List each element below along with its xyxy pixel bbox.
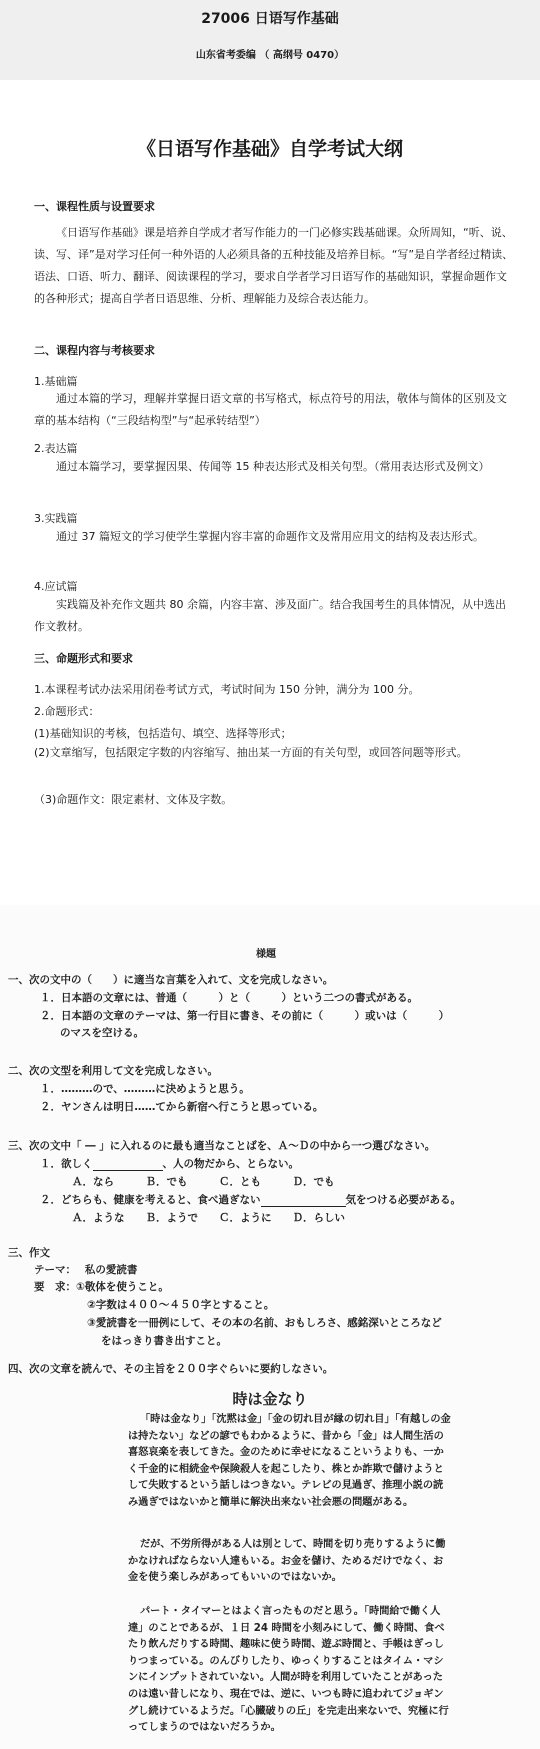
q1-title: 一、次の文中の（ ）に適当な言葉を入れて、文を完成しなさい。	[8, 974, 334, 986]
item-1-body: 通过本篇的学习，理解并掌握日语文章的书写格式，标点符号的用法，敬体与简体的区别及文章的基本结构（“三段结构型”与“起承转结型”）	[34, 392, 507, 427]
essay-paragraph-2: だが、不労所得がある人は別として、時間を切り売りするように働かなければならない人達もいる。お金を儲け、ためるだけでなく、お金を使う楽しみがあってもいいのではないか。	[128, 1539, 446, 1584]
item-3-title: 3.实践篇	[34, 512, 78, 525]
q3-item-2-options: Ａ．ような Ｂ．ようで Ｃ．ように Ｄ．らしい	[72, 1212, 345, 1224]
exam-line-4: (2)文章缩写，包括限定字数的内容缩写、抽出某一方面的有关句型，或回答问题等形式。	[34, 746, 468, 759]
exam-line-2: 2.命题形式：	[34, 705, 100, 718]
q3-item-1-blank	[93, 1160, 163, 1171]
q4-req-3a: ③愛読書を一冊例にして、その本の名前、おもしろさ、感銘深いところなど	[87, 1317, 442, 1329]
section-1-body: 《日语写作基础》课是培养自学成才者写作能力的一门必修实践基础课。众所周知，“听、说、读、写、译”是对学习任何一种外语的人必须具备的五种技能及培养目标。“写”是自学者经过精读、语法、口语、听力、翻译、阅读课程的学习，要求自学者学习日语写作的基础知识，掌握命题作文的各种形式；提高自学者日语思维、分析、理解能力及综合表达能力。	[34, 226, 514, 305]
editor-subheader: 山东省考委编 （ 高纲号 0470）	[195, 50, 345, 61]
section-2-title: 二、课程内容与考核要求	[34, 344, 155, 357]
section-3-title: 三、命题形式和要求	[34, 652, 133, 665]
essay-paragraph-1: 「時は金なり」「沈黙は金」「金の切れ目が縁の切れ目」「有越しの金は持たない」などの諺でもわかるように、昔から「金」は人間生活の喜怒哀楽を表してきた。金のために幸せになるこというよりも、一かく千金的に相続金や保険殺人を起こしたり、株とか詐欺で儲けようとして失敗するという話しはつきない。テレビの見過ぎ、推理小説の読み過ぎではないかと簡単に解決出来ない社会悪の問題がある。	[128, 1414, 451, 1508]
item-2-title: 2.表达篇	[34, 442, 78, 455]
section-1-title: 一、课程性质与设置要求	[34, 200, 155, 213]
q3-item-1-pre: １．欲しく	[40, 1158, 93, 1170]
q3-title: 三、次の文中「 ― 」に入れるのに最も適当なことばを、Ａ～Ｄの中から一つ選びなさい。	[8, 1140, 436, 1152]
exam-line-1: 1.本课程考试办法采用闭卷考试方式，考试时间为 150 分钟，满分为 100 分。	[34, 683, 420, 696]
q3-item-2-blank	[261, 1196, 346, 1207]
q2-title: 二、次の文型を利用して文を完成しなさい。	[8, 1065, 218, 1077]
essay-paragraph-3: パート・タイマーとはよく言ったものだと思う。「時間給で働く人達」のことであるが、１日 24 時間を小刻みにして、働く時間、食べたり飲んだりする時間、趣味に使う時間、遊ぶ時間と、手帳はぎっしりつまっている。のんびりしたり、ゆっくりすることはタイム・マシンにインプットされていない。人間が時を利用していたことがあったのは遠い昔しになり、現在では、逆に、いつも時に追われてジョギングし続けているようだ。「心臓破りの丘」を完走出来ないで、究極に行ってしまうのではないだろうか。	[128, 1606, 449, 1734]
q2-item-2: ２．ヤンさんは明日……てから新宿へ行こうと思っている。	[40, 1101, 324, 1113]
q3-item-1	[40, 1156, 299, 1171]
q4-title: 三、作文	[8, 1247, 50, 1259]
sample-heading: 様題	[256, 949, 276, 960]
q3-item-2-pre: ２．どちらも、健康を考えると、食べ過ぎない	[40, 1194, 261, 1206]
essay-title: 時は金なり	[232, 1390, 308, 1408]
item-2-body: 通过本篇学习，要掌握因果、传闻等 15 种表达形式及相关句型。（常用表达形式及例文）	[56, 460, 490, 473]
item-4-body: 实践篇及补充作文题共 80 余篇，内容丰富、涉及面广。结合我国考生的具体情况，从中选出作文教材。	[34, 598, 506, 633]
q4-req-1: 要 求：①敬体を使うこと。	[34, 1281, 169, 1293]
item-3-body: 通过 37 篇短文的学习使学生掌握内容丰富的命题作文及常用应用文的结构及表达形式。	[56, 530, 484, 543]
q5-title: 四、次の文章を読んで、その主旨を２００字ぐらいに要約しなさい。	[8, 1363, 334, 1375]
course-code-header: 27006 日语写作基础	[201, 11, 339, 27]
q3-item-1-post: 、人の物だから、とらない。	[162, 1158, 299, 1170]
item-1-title: 1.基础篇	[34, 375, 78, 388]
q1-item-1: １．日本語の文章には、普通（ ）と（ ）という二つの書式がある。	[40, 992, 418, 1004]
exam-line-3: (1)基础知识的考核，包括造句、填空、选择等形式；	[34, 727, 292, 740]
q4-req-2: ②字数は４００～４５０字とすること。	[87, 1299, 275, 1311]
q3-item-2	[40, 1192, 461, 1207]
q4-theme: テーマ： 私の愛読書	[34, 1264, 138, 1276]
exam-line-5: （3)命题作文：限定素材、文体及字数。	[34, 793, 233, 806]
q2-item-1: １．………ので、………に決めようと思う。	[40, 1083, 250, 1095]
page-title: 《日语写作基础》自学考试大纲	[136, 138, 403, 160]
item-4-title: 4.应试篇	[34, 580, 78, 593]
q1-item-2a: ２．日本語の文章のテーマは、第一行目に書き、その前に（ ）或いは（ ）	[40, 1010, 450, 1022]
q3-item-2-post: 気をつける必要がある。	[345, 1194, 461, 1206]
q3-item-1-options: Ａ．なら Ｂ．でも Ｃ．とも Ｄ．でも	[72, 1176, 335, 1188]
sample-questions-page	[0, 905, 540, 1749]
q1-item-2b: のマスを空ける。	[60, 1027, 144, 1039]
q4-req-3b: をはっきり書き出すこと。	[101, 1335, 227, 1347]
